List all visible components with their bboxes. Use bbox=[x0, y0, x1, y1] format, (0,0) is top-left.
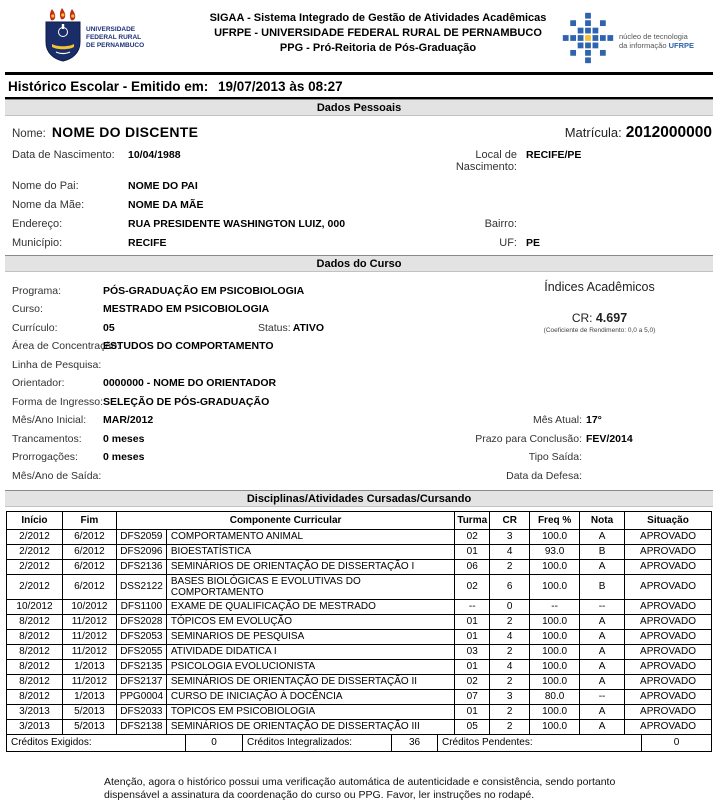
municipio-label: Município: bbox=[12, 237, 63, 249]
nti-logo-text bbox=[619, 32, 694, 50]
cell-nota: A bbox=[580, 629, 625, 644]
field-mes-ano-inicial bbox=[12, 414, 712, 426]
cell-freq: 100.0 bbox=[530, 719, 580, 734]
nti-logo-brand: UFRPE bbox=[668, 40, 695, 50]
mes-atual-label: Mês Atual: bbox=[532, 414, 582, 426]
data-defesa-label: Data da Defesa: bbox=[506, 469, 582, 482]
cell-codigo: DFS2096 bbox=[116, 544, 166, 559]
mes-ano-saida-label: Mês/Ano de Saída: bbox=[12, 469, 102, 482]
field-nome-mae bbox=[12, 199, 712, 211]
cell-situacao: APROVADO bbox=[625, 574, 712, 599]
forma-ingresso-label: Forma de Ingresso: bbox=[12, 395, 104, 408]
area-concentracao-value: ESTUDOS DO COMPORTAMENTO bbox=[103, 340, 274, 352]
cell-cr: 2 bbox=[490, 704, 530, 719]
cell-codigo: DFS2138 bbox=[116, 719, 166, 734]
personal-data-section bbox=[0, 116, 718, 255]
cell-turma: 02 bbox=[455, 529, 490, 544]
cell-cr: 2 bbox=[490, 644, 530, 659]
cell-freq: 80.0 bbox=[530, 689, 580, 704]
cell-fim: 6/2012 bbox=[62, 544, 116, 559]
cell-nota: A bbox=[580, 659, 625, 674]
section-dados-pessoais: Dados Pessoais bbox=[5, 99, 713, 116]
indices-title: Índices Acadêmicos bbox=[544, 280, 655, 294]
cell-inicio: 8/2012 bbox=[7, 644, 63, 659]
table-row bbox=[7, 574, 712, 599]
cell-situacao: APROVADO bbox=[625, 704, 712, 719]
cell-cr: 4 bbox=[490, 544, 530, 559]
table-header-row bbox=[7, 511, 712, 529]
cell-inicio: 8/2012 bbox=[7, 659, 63, 674]
cell-codigo: DSS2122 bbox=[116, 574, 166, 599]
table-row bbox=[7, 719, 712, 734]
nti-logo-line1: núcleo de tecnologia bbox=[619, 31, 688, 41]
table-row bbox=[7, 599, 712, 614]
cell-nota: A bbox=[580, 614, 625, 629]
cell-inicio: 2/2012 bbox=[7, 574, 63, 599]
matricula-value: 2012000000 bbox=[625, 124, 712, 141]
credits-summary-row bbox=[6, 735, 712, 752]
nti-starburst-icon bbox=[562, 12, 614, 69]
cell-turma: 02 bbox=[455, 574, 490, 599]
report-emission-datetime: 19/07/2013 às 08:27 bbox=[218, 79, 343, 94]
cell-inicio: 2/2012 bbox=[7, 529, 63, 544]
cell-situacao: APROVADO bbox=[625, 529, 712, 544]
cell-freq: 100.0 bbox=[530, 629, 580, 644]
cell-freq: 100.0 bbox=[530, 644, 580, 659]
header-line-sigaa: SIGAA - Sistema Integrado de Gestão de Atividades Acadêmicas bbox=[209, 12, 547, 24]
nti-logo-line2: da informação bbox=[619, 40, 669, 50]
cell-cr: 3 bbox=[490, 529, 530, 544]
header-line-ufrpe: UFRPE - UNIVERSIDADE FEDERAL RURAL DE PERNAMBUCO bbox=[214, 27, 542, 39]
cell-turma: 03 bbox=[455, 644, 490, 659]
nome-mae-label: Nome da Mãe: bbox=[12, 199, 85, 211]
field-trancamentos bbox=[12, 433, 712, 445]
field-uf bbox=[420, 237, 712, 249]
col-turma: Turma bbox=[455, 511, 490, 529]
prazo-conclusao-label: Prazo para Conclusão: bbox=[475, 432, 582, 445]
trancamentos-label: Trancamentos: bbox=[12, 432, 82, 445]
field-data-nascimento bbox=[12, 149, 712, 173]
ufrpe-logo-text bbox=[86, 26, 144, 50]
cell-nome: SEMINARIOS DE PESQUISA bbox=[166, 629, 454, 644]
table-row bbox=[7, 704, 712, 719]
cr-note: (Coeficiente de Rendimento: 0,0 a 5,0) bbox=[543, 327, 656, 334]
data-nascimento-label: Data de Nascimento: bbox=[12, 149, 115, 161]
cell-inicio: 2/2012 bbox=[7, 544, 63, 559]
cell-fim: 11/2012 bbox=[62, 614, 116, 629]
cell-inicio: 3/2013 bbox=[7, 719, 63, 734]
cell-freq: 100.0 bbox=[530, 614, 580, 629]
nome-pai-label: Nome do Pai: bbox=[12, 180, 79, 192]
cell-nota: -- bbox=[580, 689, 625, 704]
col-nota: Nota bbox=[580, 511, 625, 529]
prazo-conclusao-value: FEV/2014 bbox=[586, 432, 633, 445]
field-matricula bbox=[565, 124, 712, 142]
table-row bbox=[7, 644, 712, 659]
cell-inicio: 8/2012 bbox=[7, 614, 63, 629]
field-forma-ingresso bbox=[12, 396, 712, 408]
disciplines-table-body bbox=[7, 529, 712, 734]
programa-label: Programa: bbox=[12, 284, 62, 297]
section-disciplinas: Disciplinas/Atividades Cursadas/Cursando bbox=[5, 490, 713, 507]
status-label: Status: bbox=[258, 321, 291, 334]
table-row bbox=[7, 674, 712, 689]
bairro-label: Bairro: bbox=[484, 218, 517, 230]
section-dados-curso: Dados do Curso bbox=[5, 255, 713, 272]
field-linha-pesquisa bbox=[12, 359, 712, 371]
cell-codigo: DFS2055 bbox=[116, 644, 166, 659]
cell-inicio: 3/2013 bbox=[7, 704, 63, 719]
cell-freq: -- bbox=[530, 599, 580, 614]
cell-nota: A bbox=[580, 719, 625, 734]
cell-codigo: DFS2135 bbox=[116, 659, 166, 674]
cr-label: CR: bbox=[571, 311, 593, 325]
cell-nome: COMPORTAMENTO ANIMAL bbox=[166, 529, 454, 544]
table-row bbox=[7, 529, 712, 544]
field-data-defesa bbox=[390, 470, 712, 482]
field-prazo-conclusao bbox=[390, 433, 712, 445]
cell-codigo: DFS2053 bbox=[116, 629, 166, 644]
cell-turma: -- bbox=[455, 599, 490, 614]
cell-freq: 100.0 bbox=[530, 574, 580, 599]
cell-fim: 6/2012 bbox=[62, 529, 116, 544]
matricula-label: Matrícula: bbox=[564, 125, 622, 140]
curso-value: MESTRADO EM PSICOBIOLOGIA bbox=[103, 303, 270, 315]
cell-nome: SEMINÁRIOS DE ORIENTAÇÃO DE DISSERTAÇÃO III bbox=[166, 719, 454, 734]
prorrogacoes-value: 0 meses bbox=[103, 451, 145, 463]
curriculo-value: 05 bbox=[103, 321, 115, 334]
cell-cr: 3 bbox=[490, 689, 530, 704]
cell-nota: A bbox=[580, 674, 625, 689]
cell-situacao: APROVADO bbox=[625, 599, 712, 614]
cr-line bbox=[507, 311, 692, 325]
mes-ano-inicial-label: Mês/Ano Inicial: bbox=[12, 414, 87, 426]
cell-turma: 07 bbox=[455, 689, 490, 704]
cell-situacao: APROVADO bbox=[625, 614, 712, 629]
table-row bbox=[7, 689, 712, 704]
cell-codigo: DFS2033 bbox=[116, 704, 166, 719]
cell-turma: 01 bbox=[455, 659, 490, 674]
trancamentos-value: 0 meses bbox=[103, 432, 145, 445]
cell-turma: 01 bbox=[455, 544, 490, 559]
field-endereco bbox=[12, 218, 712, 230]
cell-cr: 4 bbox=[490, 629, 530, 644]
curriculo-label: Currículo: bbox=[12, 321, 58, 334]
cell-nome: ATIVIDADE DIDATICA I bbox=[166, 644, 454, 659]
cell-nota: B bbox=[580, 574, 625, 599]
cell-codigo: DFS1100 bbox=[116, 599, 166, 614]
cell-situacao: APROVADO bbox=[625, 689, 712, 704]
mes-ano-inicial-value: MAR/2012 bbox=[103, 414, 154, 426]
nome-value: NOME DO DISCENTE bbox=[51, 124, 199, 140]
cell-nome: BIOESTATÍSTICA bbox=[166, 544, 454, 559]
field-municipio bbox=[12, 237, 712, 249]
curso-label: Curso: bbox=[12, 303, 43, 315]
creditos-exigidos-label: Créditos Exigidos: bbox=[7, 735, 186, 751]
cell-nome: SEMINÁRIOS DE ORIENTAÇÃO DE DISSERTAÇÃO I bbox=[166, 559, 454, 574]
local-nascimento-label: Local de Nascimento: bbox=[455, 149, 517, 173]
cell-fim: 6/2012 bbox=[62, 574, 116, 599]
field-bairro bbox=[420, 218, 712, 230]
field-mes-atual bbox=[390, 414, 712, 426]
cell-freq: 100.0 bbox=[530, 704, 580, 719]
ufrpe-shield-icon bbox=[44, 8, 82, 67]
orientador-label: Orientador: bbox=[12, 377, 65, 389]
field-orientador bbox=[12, 377, 712, 389]
cell-cr: 4 bbox=[490, 659, 530, 674]
field-area-concentracao bbox=[12, 340, 712, 352]
orientador-value: 0000000 - NOME DO ORIENTADOR bbox=[103, 377, 277, 389]
cell-fim: 6/2012 bbox=[62, 559, 116, 574]
cell-nome: TOPICOS EM PSICOBIOLOGIA bbox=[166, 704, 454, 719]
nti-logo bbox=[562, 8, 712, 69]
cell-nome: TÓPICOS EM EVOLUÇÃO bbox=[166, 614, 454, 629]
col-fim: Fim bbox=[62, 511, 116, 529]
cell-cr: 2 bbox=[490, 719, 530, 734]
status-value: ATIVO bbox=[292, 321, 324, 334]
cell-cr: 2 bbox=[490, 559, 530, 574]
cell-situacao: APROVADO bbox=[625, 629, 712, 644]
field-prorrogacoes bbox=[12, 451, 712, 463]
cell-nome: PSICOLOGIA EVOLUCIONISTA bbox=[166, 659, 454, 674]
col-freq: Freq % bbox=[530, 511, 580, 529]
ufrpe-logo bbox=[44, 8, 194, 67]
cell-turma: 01 bbox=[455, 629, 490, 644]
cell-inicio: 10/2012 bbox=[7, 599, 63, 614]
cell-nota: -- bbox=[580, 599, 625, 614]
table-row bbox=[7, 629, 712, 644]
cell-turma: 01 bbox=[455, 704, 490, 719]
tipo-saida-label: Tipo Saída: bbox=[528, 451, 582, 463]
field-nome-pai bbox=[12, 180, 712, 192]
cell-fim: 1/2013 bbox=[62, 689, 116, 704]
local-nascimento-value: RECIFE/PE bbox=[526, 149, 582, 161]
creditos-exigidos-value: 0 bbox=[186, 735, 243, 751]
nome-pai-value: NOME DO PAI bbox=[128, 180, 198, 192]
nome-label: Nome: bbox=[12, 128, 46, 140]
cell-codigo: DFS2136 bbox=[116, 559, 166, 574]
cell-nota: A bbox=[580, 529, 625, 544]
creditos-pendentes-label: Créditos Pendentes: bbox=[438, 735, 642, 751]
prorrogacoes-label: Prorrogações: bbox=[12, 451, 78, 463]
cell-freq: 100.0 bbox=[530, 659, 580, 674]
cell-codigo: DFS2028 bbox=[116, 614, 166, 629]
cell-situacao: APROVADO bbox=[625, 644, 712, 659]
cell-inicio: 8/2012 bbox=[7, 674, 63, 689]
cell-cr: 6 bbox=[490, 574, 530, 599]
cell-inicio: 2/2012 bbox=[7, 559, 63, 574]
uf-label: UF: bbox=[499, 237, 517, 249]
cell-fim: 1/2013 bbox=[62, 659, 116, 674]
cell-situacao: APROVADO bbox=[625, 544, 712, 559]
linha-pesquisa-label: Linha de Pesquisa: bbox=[12, 358, 102, 371]
header-line-ppg: PPG - Pró-Reitoria de Pós-Graduação bbox=[279, 42, 477, 54]
ufrpe-logo-line3: DE PERNAMBUCO bbox=[86, 41, 145, 49]
cell-situacao: APROVADO bbox=[625, 559, 712, 574]
table-row bbox=[7, 544, 712, 559]
uf-value: PE bbox=[526, 237, 541, 249]
cell-nota: A bbox=[580, 644, 625, 659]
creditos-pendentes-value: 0 bbox=[673, 737, 680, 748]
municipio-value: RECIFE bbox=[128, 237, 167, 249]
table-row bbox=[7, 659, 712, 674]
document-header bbox=[0, 0, 718, 72]
course-data-section bbox=[0, 272, 718, 490]
cell-nome: SEMINÁRIOS DE ORIENTAÇÃO DE DISSERTAÇÃO II bbox=[166, 674, 454, 689]
field-tipo-saida bbox=[390, 451, 712, 463]
cell-turma: 02 bbox=[455, 674, 490, 689]
cell-freq: 100.0 bbox=[530, 529, 580, 544]
cell-nome: CURSO DE INICIAÇÃO À DOCÊNCIA bbox=[166, 689, 454, 704]
cell-turma: 01 bbox=[455, 614, 490, 629]
cell-fim: 5/2013 bbox=[62, 704, 116, 719]
cell-inicio: 8/2012 bbox=[7, 689, 63, 704]
cell-codigo: DFS2137 bbox=[116, 674, 166, 689]
cell-situacao: APROVADO bbox=[625, 719, 712, 734]
cr-value: 4.697 bbox=[595, 311, 628, 325]
academic-indices-panel bbox=[507, 280, 692, 334]
table-row bbox=[7, 559, 712, 574]
cell-nome: EXAME DE QUALIFICAÇÃO DE MESTRADO bbox=[166, 599, 454, 614]
authenticity-note: Atenção, agora o histórico possui uma verificação automática de autenticidade e consistência, sendo portanto dispensável a assinatura da coordenação do curso ou PPG. Favor, ler instruções no rodapé. bbox=[104, 775, 616, 801]
col-situacao: Situação bbox=[625, 511, 712, 529]
field-mes-ano-saida bbox=[12, 470, 712, 482]
cell-turma: 06 bbox=[455, 559, 490, 574]
cell-nota: A bbox=[580, 559, 625, 574]
table-row bbox=[7, 614, 712, 629]
col-componente-curricular: Componente Curricular bbox=[116, 511, 454, 529]
cell-inicio: 8/2012 bbox=[7, 629, 63, 644]
header-titles bbox=[194, 8, 562, 56]
ufrpe-logo-line2: FEDERAL RURAL bbox=[86, 33, 142, 41]
ufrpe-logo-line1: UNIVERSIDADE bbox=[86, 25, 136, 33]
col-inicio: Início bbox=[7, 511, 63, 529]
col-cr: CR bbox=[490, 511, 530, 529]
report-title: Histórico Escolar - Emitido em: bbox=[8, 79, 209, 94]
cell-nome: BASES BIOLÓGICAS E EVOLUTIVAS DO COMPORTAMENTO bbox=[166, 574, 454, 599]
cell-situacao: APROVADO bbox=[625, 674, 712, 689]
data-nascimento-value: 10/04/1988 bbox=[128, 149, 181, 161]
cell-cr: 0 bbox=[490, 599, 530, 614]
endereco-label: Endereço: bbox=[12, 218, 63, 230]
cell-cr: 2 bbox=[490, 614, 530, 629]
cell-turma: 05 bbox=[455, 719, 490, 734]
cell-freq: 100.0 bbox=[530, 559, 580, 574]
cell-codigo: DFS2059 bbox=[116, 529, 166, 544]
forma-ingresso-value: SELEÇÃO DE PÓS-GRADUAÇÃO bbox=[103, 395, 270, 408]
cell-fim: 11/2012 bbox=[62, 644, 116, 659]
cell-nota: B bbox=[580, 544, 625, 559]
cell-freq: 100.0 bbox=[530, 674, 580, 689]
field-nome bbox=[12, 124, 712, 142]
cell-cr: 2 bbox=[490, 674, 530, 689]
disciplines-table bbox=[6, 511, 712, 735]
cell-freq: 93.0 bbox=[530, 544, 580, 559]
report-title-row bbox=[0, 75, 718, 97]
cell-situacao: APROVADO bbox=[625, 659, 712, 674]
field-local-nascimento bbox=[420, 149, 712, 173]
cell-codigo: PPG0004 bbox=[116, 689, 166, 704]
creditos-integralizados-label: Créditos Integralizados: bbox=[243, 735, 392, 751]
mes-atual-value: 17° bbox=[586, 414, 602, 426]
cell-fim: 10/2012 bbox=[62, 599, 116, 614]
cell-fim: 11/2012 bbox=[62, 629, 116, 644]
endereco-value: RUA PRESIDENTE WASHINGTON LUIZ, 000 bbox=[128, 218, 346, 230]
area-concentracao-label: Área de Concentração: bbox=[12, 340, 120, 352]
cell-fim: 5/2013 bbox=[62, 719, 116, 734]
nome-mae-value: NOME DA MÃE bbox=[128, 199, 204, 211]
programa-value: PÓS-GRADUAÇÃO EM PSICOBIOLOGIA bbox=[103, 284, 305, 297]
cell-fim: 11/2012 bbox=[62, 674, 116, 689]
creditos-integralizados-value: 36 bbox=[392, 735, 438, 751]
cell-nota: A bbox=[580, 704, 625, 719]
